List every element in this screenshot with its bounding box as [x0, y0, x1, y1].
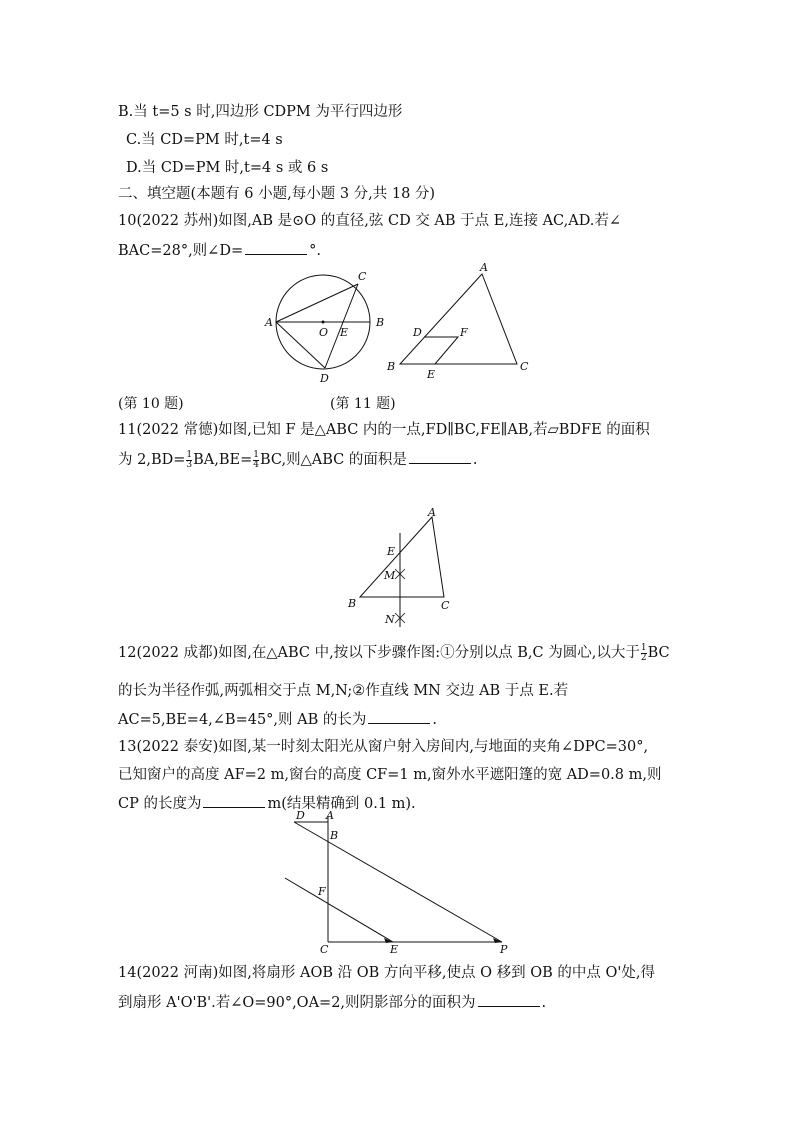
fig13-label-f: F — [318, 885, 326, 898]
fraction-one-fourth — [253, 451, 259, 470]
option-b: B.当 t=5 s 时,四边形 CDPM 为平行四边形 — [118, 104, 403, 120]
figure-11 — [385, 260, 540, 385]
fig10-label-d: D — [320, 372, 329, 385]
fig13-label-a: A — [326, 809, 334, 822]
q11-text-c: BC,则△ABC 的面积是 — [259, 452, 407, 468]
fig12-label-a: A — [428, 506, 436, 519]
fig11-label-b: B — [387, 360, 396, 373]
answer-blank — [409, 449, 471, 464]
fraction-den: 4 — [253, 459, 259, 470]
fraction-one-third — [186, 451, 192, 470]
fraction-num: 1 — [253, 449, 259, 460]
q11-tail: . — [472, 452, 478, 468]
fig12-label-c: C — [441, 599, 450, 612]
q10-line1: 10(2022 苏州)如图,AB 是⊙O 的直径,弦 CD 交 AB 于点 E,连接 AC,AD.若∠ — [118, 213, 622, 229]
fraction-num: 1 — [640, 642, 647, 653]
q14-tail: . — [541, 995, 547, 1011]
fraction-num: 1 — [186, 449, 193, 460]
fig10-label-c: C — [358, 270, 367, 283]
q14-text: 到扇形 A'O'B'.若∠O=90°,OA=2,则阴影部分的面积为 — [118, 995, 476, 1011]
q12-tail: . — [432, 712, 437, 728]
fig11-label-e: E — [427, 368, 436, 381]
fig12-label-n: N — [385, 613, 395, 626]
q11-line1: 11(2022 常德)如图,已知 F 是△ABC 内的一点,FD∥BC,FE∥AB,若▱BDFE 的面积 — [118, 422, 650, 438]
fig13-label-c: C — [320, 943, 329, 956]
caption-q10: (第 10 题) — [118, 396, 184, 412]
figure-10 — [260, 260, 400, 390]
answer-blank — [245, 240, 307, 255]
q10-line2 — [118, 240, 321, 261]
fig11-label-d: D — [413, 326, 422, 339]
fraction-one-half — [641, 644, 647, 663]
fig12-label-b: B — [348, 597, 357, 610]
q13-line1: 13(2022 泰安)如图,某一时刻太阳光从窗户射入房间内,与地面的夹角∠DPC=30°, — [118, 739, 649, 755]
q11-text-a: 为 2,BD= — [118, 452, 186, 468]
fig12-label-m: M — [384, 569, 396, 582]
q10-tail: °. — [309, 243, 321, 259]
answer-blank — [203, 793, 265, 808]
fraction-den: 3 — [186, 459, 193, 470]
option-d: D.当 CD=PM 时,t=4 s 或 6 s — [126, 160, 329, 176]
figure-12 — [340, 505, 470, 630]
fig10-label-o: O — [319, 326, 329, 339]
q12-text-a: 12(2022 成都)如图,在△ABC 中,按以下步骤作图:①分别以点 B,C 为圆心,以大于 — [118, 645, 640, 661]
fig13-label-p: P — [500, 943, 508, 956]
q10-text: BAC=28°,则∠D= — [118, 243, 244, 259]
q11-text-b: BA,BE= — [193, 452, 253, 468]
q11-line2 — [118, 449, 477, 470]
q13-text: CP 的长度为 — [118, 796, 202, 812]
answer-blank — [368, 709, 430, 724]
caption-q11: (第 11 题) — [330, 396, 396, 412]
q13-line2: 已知窗户的高度 AF=2 m,窗台的高度 CF=1 m,窗外水平遮阳篷的宽 AD=0.8 m,则 — [118, 767, 662, 783]
fig12-label-e: E — [387, 545, 396, 558]
fig10-label-b: B — [376, 316, 385, 329]
section-heading: 二、填空题(本题有 6 小题,每小题 3 分,共 18 分) — [118, 186, 436, 202]
q12-text-c: AC=5,BE=4,∠B=45°,则 AB 的长为 — [118, 712, 367, 728]
fig10-label-a: A — [265, 316, 273, 329]
q13-tail: m(结果精确到 0.1 m). — [267, 796, 416, 812]
fig13-label-b: B — [330, 829, 339, 842]
q12-text-b: BC — [647, 645, 670, 661]
fraction-den: 2 — [640, 652, 647, 663]
fig10-label-e: E — [340, 326, 349, 339]
q12-line3 — [118, 709, 437, 730]
q14-line1: 14(2022 河南)如图,将扇形 AOB 沿 OB 方向平移,使点 O 移到 OB 的中点 O'处,得 — [118, 965, 655, 981]
option-c: C.当 CD=PM 时,t=4 s — [126, 132, 283, 148]
fig11-label-a: A — [480, 261, 488, 274]
fig11-label-f: F — [460, 326, 468, 339]
q12-line2: 的长为半径作弧,两弧相交于点 M,N;②作直线 MN 交边 AB 于点 E.若 — [118, 683, 569, 699]
answer-blank — [478, 992, 540, 1007]
fig13-label-d: D — [296, 809, 305, 822]
q14-line2 — [118, 992, 546, 1013]
q12-line1 — [118, 643, 670, 663]
figure-13 — [280, 808, 520, 958]
fig11-label-c: C — [520, 360, 529, 373]
fig13-label-e: E — [390, 943, 399, 956]
